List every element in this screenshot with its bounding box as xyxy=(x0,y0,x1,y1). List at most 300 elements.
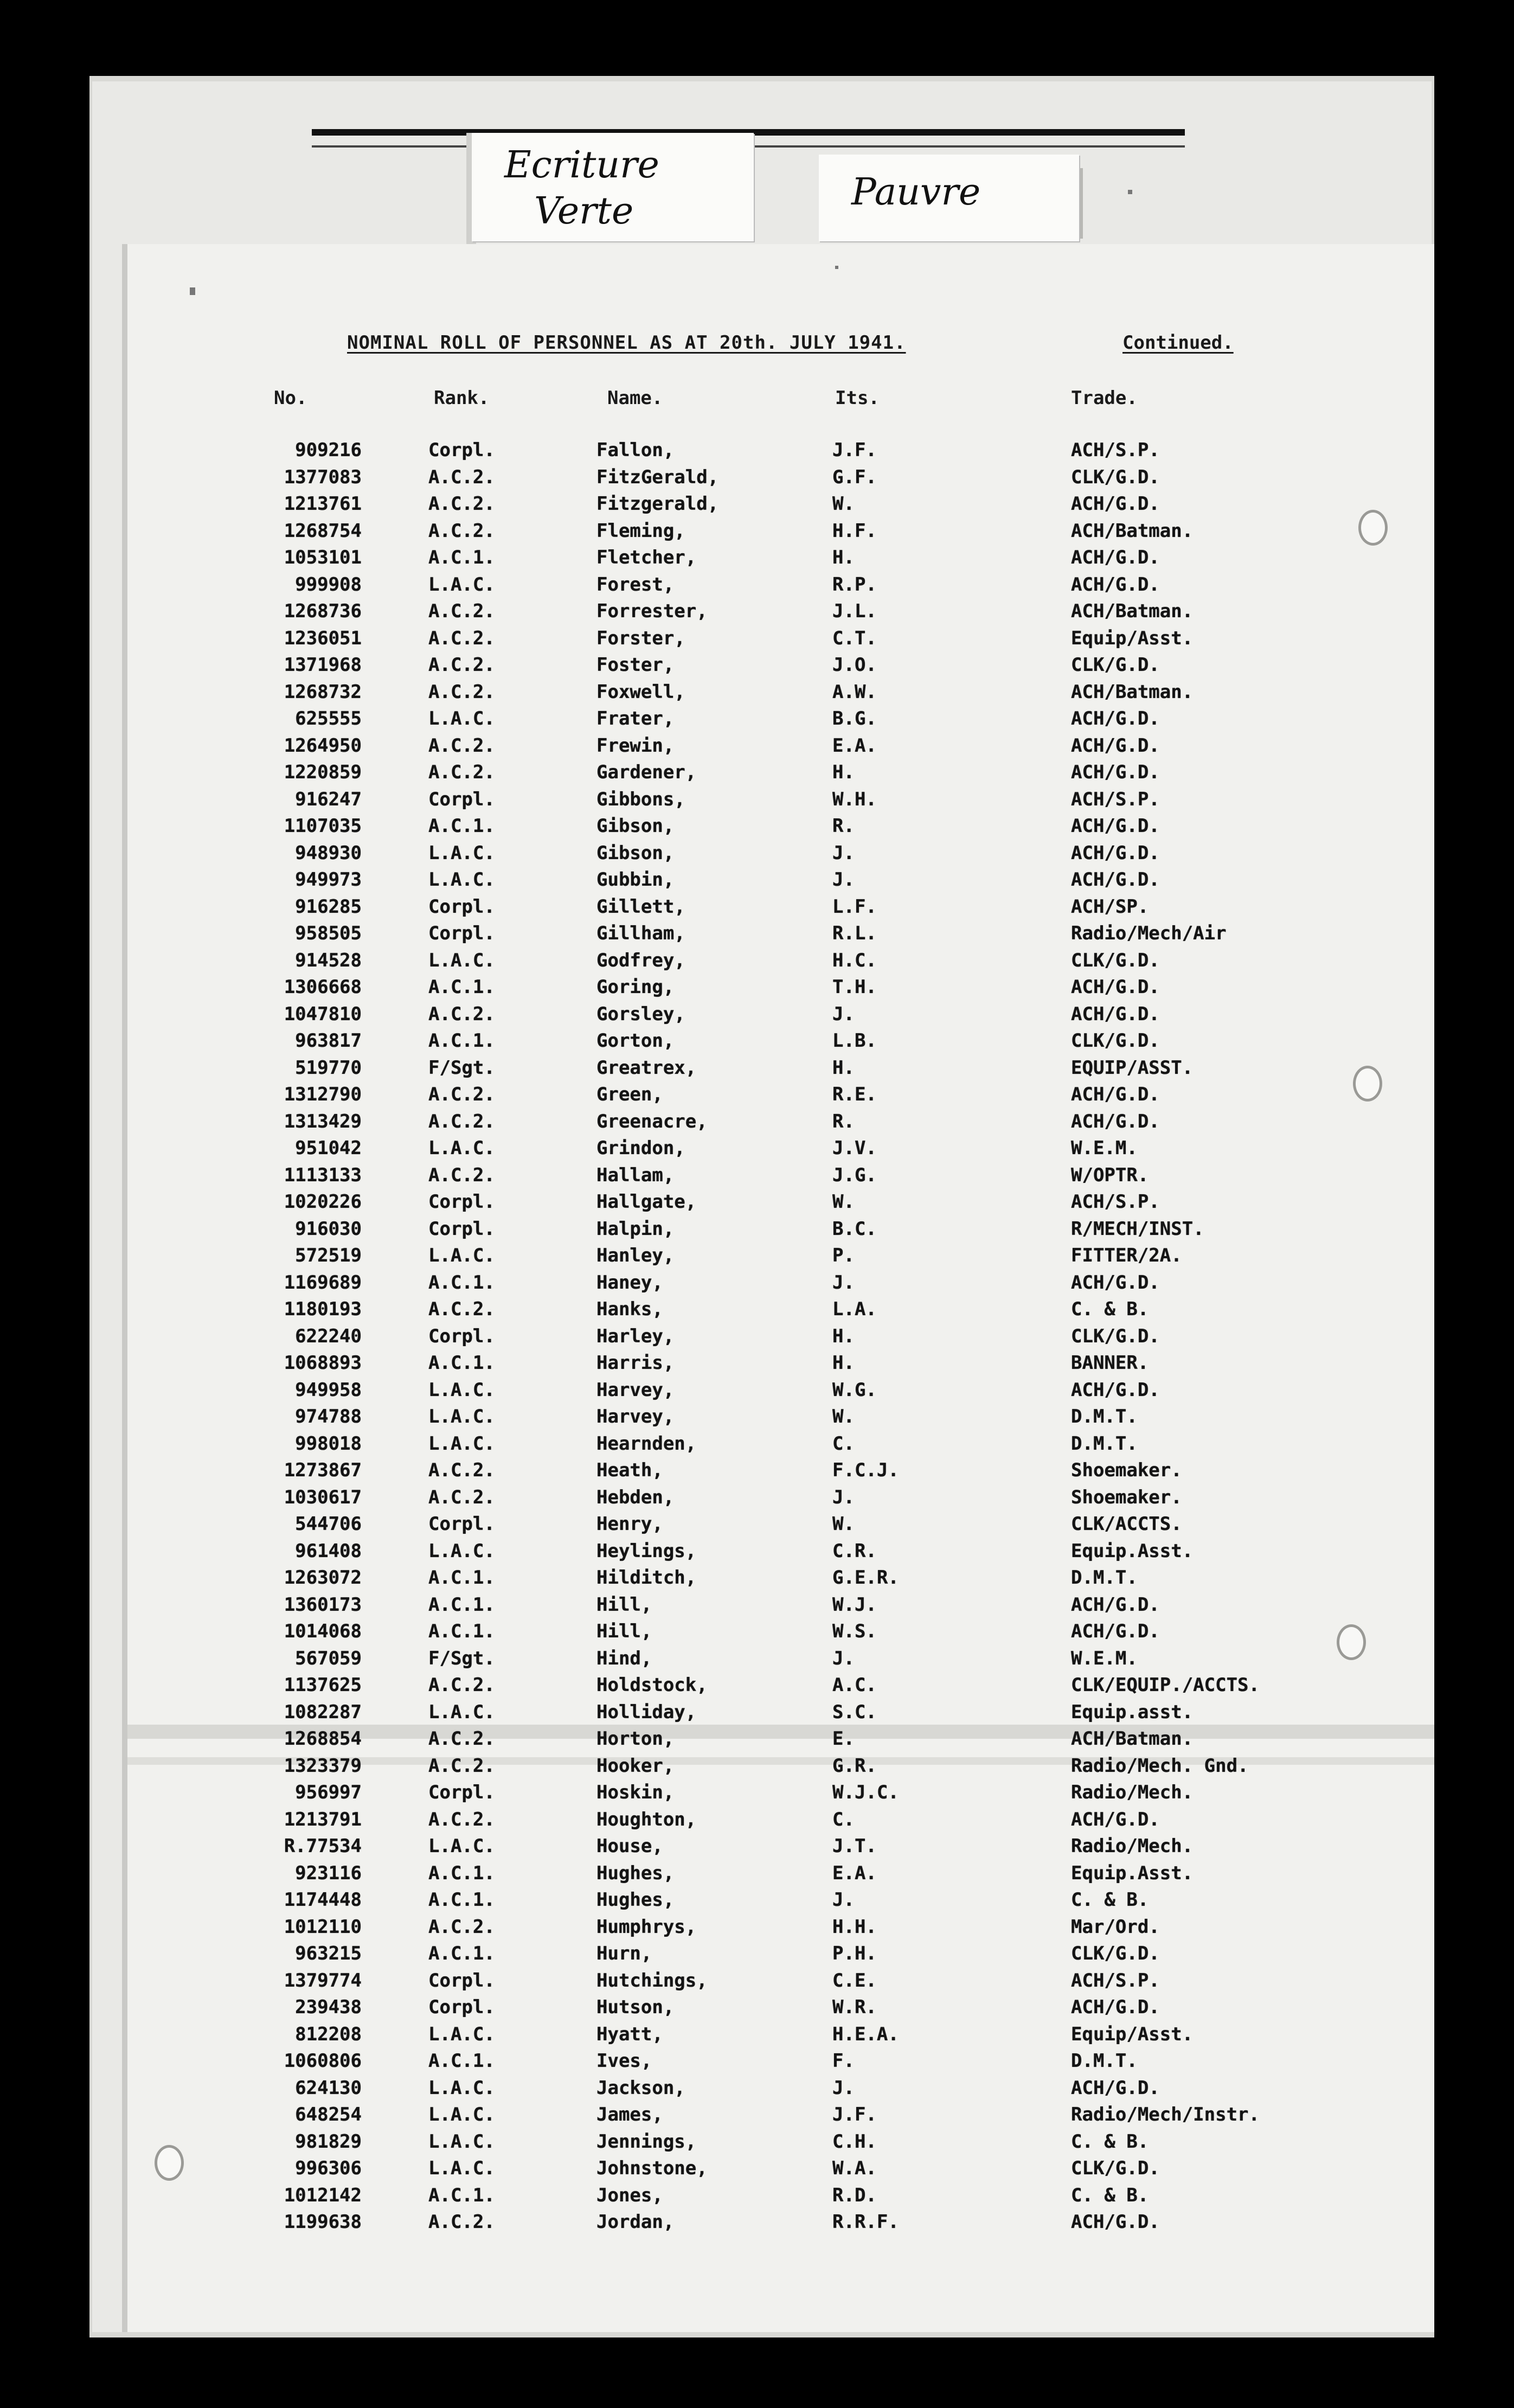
row-trade: ACH/G.D. xyxy=(1071,976,1160,998)
row-rank: Corpl. xyxy=(428,439,495,461)
row-trade: CLK/G.D. xyxy=(1071,1325,1160,1347)
row-initials: H.C. xyxy=(832,949,877,971)
row-rank: L.A.C. xyxy=(428,1540,495,1562)
table-row xyxy=(0,546,1514,569)
row-rank: A.C.2. xyxy=(428,2211,495,2233)
row-number: 1379774 xyxy=(284,1969,362,1991)
row-trade: ACH/G.D. xyxy=(1071,1084,1160,1105)
row-trade: ACH/G.D. xyxy=(1071,547,1160,568)
row-number: 949958 xyxy=(295,1379,362,1401)
table-row xyxy=(0,1808,1514,1831)
row-name: Hilditch, xyxy=(596,1567,697,1589)
row-number: 1313429 xyxy=(284,1110,362,1132)
row-rank: A.C.1. xyxy=(428,1862,495,1884)
table-row xyxy=(0,1754,1514,1778)
row-initials: R. xyxy=(832,815,855,837)
row-initials: H. xyxy=(832,761,855,783)
row-number: 1268732 xyxy=(284,681,362,703)
row-name: Harris, xyxy=(596,1352,675,1374)
row-trade: D.M.T. xyxy=(1071,1406,1138,1427)
row-trade: Shoemaker. xyxy=(1071,1459,1182,1481)
row-trade: C. & B. xyxy=(1071,1889,1149,1911)
row-number: 961408 xyxy=(295,1540,362,1562)
table-row xyxy=(0,438,1514,462)
row-number: 956997 xyxy=(295,1782,362,1803)
row-name: Forrester, xyxy=(596,600,708,622)
row-number: 1264950 xyxy=(284,734,362,757)
row-name: Heath, xyxy=(596,1459,663,1481)
table-row xyxy=(0,1539,1514,1563)
row-number: 1273867 xyxy=(284,1459,362,1481)
row-trade: ACH/S.P. xyxy=(1071,1969,1160,1991)
row-number: 1174448 xyxy=(284,1889,362,1911)
row-trade: Equip.asst. xyxy=(1071,1701,1194,1723)
row-name: Gibson, xyxy=(596,815,675,837)
row-rank: A.C.1. xyxy=(428,815,495,837)
row-rank: A.C.1. xyxy=(428,2050,495,2072)
row-rank: A.C.1. xyxy=(428,976,495,998)
punch-hole-icon xyxy=(1337,1624,1366,1660)
row-initials: G.R. xyxy=(832,1754,877,1777)
table-row xyxy=(0,1083,1514,1106)
row-trade: CLK/G.D. xyxy=(1071,1030,1160,1052)
row-rank: L.A.C. xyxy=(428,869,495,891)
row-trade: ACH/Batman. xyxy=(1071,600,1194,622)
row-rank: A.C.2. xyxy=(428,1674,495,1696)
row-initials: H.H. xyxy=(832,1916,877,1938)
scan-speck xyxy=(1128,190,1132,194)
row-rank: A.C.1. xyxy=(428,1030,495,1052)
row-trade: ACH/S.P. xyxy=(1071,439,1160,461)
row-rank: F/Sgt. xyxy=(428,1056,495,1079)
row-rank: A.C.1. xyxy=(428,1943,495,1964)
row-rank: L.A.C. xyxy=(428,1432,495,1455)
row-number: 1047810 xyxy=(284,1003,362,1025)
row-trade: EQUIP/ASST. xyxy=(1071,1056,1194,1079)
row-number: 909216 xyxy=(295,439,362,461)
punch-hole-icon xyxy=(1358,510,1388,546)
row-rank: L.A.C. xyxy=(428,1701,495,1723)
table-row xyxy=(0,573,1514,597)
row-trade: ACH/G.D. xyxy=(1071,1593,1160,1616)
row-initials: P.H. xyxy=(832,1943,877,1964)
table-row xyxy=(0,2156,1514,2180)
table-row xyxy=(0,1136,1514,1160)
row-initials: H. xyxy=(832,547,855,568)
row-rank: A.C.2. xyxy=(428,761,495,783)
row-trade: Radio/Mech. Gnd. xyxy=(1071,1754,1249,1777)
table-row xyxy=(0,787,1514,811)
row-name: Hearnden, xyxy=(596,1432,697,1455)
table-row xyxy=(0,1056,1514,1080)
handwritten-label: Pauvre xyxy=(851,171,981,214)
row-rank: L.A.C. xyxy=(428,1406,495,1427)
row-name: Hughes, xyxy=(596,1889,675,1911)
row-initials: F.C.J. xyxy=(832,1459,899,1481)
row-rank: L.A.C. xyxy=(428,1835,495,1857)
table-row xyxy=(0,1190,1514,1214)
row-number: 1053101 xyxy=(284,547,362,568)
row-name: Jennings, xyxy=(596,2130,697,2153)
row-initials: E. xyxy=(832,1728,855,1750)
row-initials: C.R. xyxy=(832,1540,877,1562)
row-rank: A.C.2. xyxy=(428,1916,495,1938)
table-row xyxy=(0,680,1514,704)
scan-speck xyxy=(190,287,195,295)
table-row xyxy=(0,1271,1514,1295)
row-name: FitzGerald, xyxy=(596,466,719,488)
row-initials: J.F. xyxy=(832,2104,877,2125)
row-initials: J. xyxy=(832,1889,855,1911)
table-row xyxy=(0,1834,1514,1858)
row-initials: J. xyxy=(832,1271,855,1293)
column-header-trade: Trade. xyxy=(1071,387,1138,409)
row-number: 239438 xyxy=(295,1996,362,2018)
row-trade: ACH/G.D. xyxy=(1071,2077,1160,2099)
row-trade: Equip/Asst. xyxy=(1071,2023,1194,2045)
row-name: Halpin, xyxy=(596,1218,675,1240)
row-rank: A.C.2. xyxy=(428,520,495,542)
row-trade: ACH/G.D. xyxy=(1071,1621,1160,1642)
row-rank: A.C.2. xyxy=(428,681,495,703)
row-rank: A.C.2. xyxy=(428,1003,495,1025)
row-name: Heylings, xyxy=(596,1540,697,1562)
row-initials: L.F. xyxy=(832,895,877,918)
row-number: 951042 xyxy=(295,1137,362,1159)
row-number: 1263072 xyxy=(284,1567,362,1589)
row-trade: ACH/G.D. xyxy=(1071,815,1160,837)
row-rank: Corpl. xyxy=(428,788,495,810)
row-number: 963215 xyxy=(295,1943,362,1964)
row-number: 1213761 xyxy=(284,493,362,515)
row-number: 1377083 xyxy=(284,466,362,488)
row-rank: A.C.1. xyxy=(428,1352,495,1374)
row-initials: H. xyxy=(832,1325,855,1347)
table-row xyxy=(0,760,1514,784)
row-initials: C.H. xyxy=(832,2130,877,2153)
row-rank: A.C.1. xyxy=(428,1593,495,1616)
row-rank: L.A.C. xyxy=(428,708,495,729)
table-row xyxy=(0,1969,1514,1993)
row-trade: Shoemaker. xyxy=(1071,1486,1182,1508)
row-trade: Equip/Asst. xyxy=(1071,627,1194,649)
row-trade: Radio/Mech. xyxy=(1071,1835,1194,1857)
row-name: Godfrey, xyxy=(596,949,685,971)
row-number: 567059 xyxy=(295,1647,362,1669)
row-initials: C.E. xyxy=(832,1969,877,1991)
row-rank: A.C.2. xyxy=(428,600,495,622)
table-row xyxy=(0,1593,1514,1617)
row-rank: A.C.1. xyxy=(428,1621,495,1642)
row-rank: A.C.2. xyxy=(428,1110,495,1132)
row-name: Hill, xyxy=(596,1593,652,1616)
handwritten-label: Verte xyxy=(534,190,634,233)
row-number: 1323379 xyxy=(284,1754,362,1777)
row-name: Hind, xyxy=(596,1647,652,1669)
row-trade: Equip.Asst. xyxy=(1071,1540,1194,1562)
row-trade: D.M.T. xyxy=(1071,1432,1138,1455)
table-row xyxy=(0,1915,1514,1939)
row-name: Hallgate, xyxy=(596,1191,697,1213)
row-rank: L.A.C. xyxy=(428,2023,495,2045)
row-trade: ACH/G.D. xyxy=(1071,869,1160,891)
row-initials: H. xyxy=(832,1056,855,1079)
handwritten-label: Ecriture xyxy=(504,144,659,187)
table-row xyxy=(0,1995,1514,2019)
row-trade: W/OPTR. xyxy=(1071,1164,1149,1186)
row-trade: ACH/G.D. xyxy=(1071,1271,1160,1293)
punch-hole-icon xyxy=(1353,1066,1382,1101)
row-number: R.77534 xyxy=(284,1835,362,1857)
row-name: House, xyxy=(596,1835,663,1857)
row-trade: CLK/G.D. xyxy=(1071,949,1160,971)
row-name: Hutchings, xyxy=(596,1969,708,1991)
row-initials: J.V. xyxy=(832,1137,877,1159)
row-trade: Radio/Mech/Air xyxy=(1071,923,1227,944)
row-number: 1236051 xyxy=(284,627,362,649)
row-initials: W.J.C. xyxy=(832,1782,899,1803)
row-rank: A.C.1. xyxy=(428,2184,495,2206)
row-initials: G.F. xyxy=(832,466,877,488)
row-number: 624130 xyxy=(295,2077,362,2099)
row-trade: Radio/Mech/Instr. xyxy=(1071,2104,1260,2125)
table-row xyxy=(0,921,1514,945)
row-name: Fletcher, xyxy=(596,547,697,568)
row-number: 916247 xyxy=(295,788,362,810)
table-row xyxy=(0,1673,1514,1697)
row-rank: L.A.C. xyxy=(428,2104,495,2125)
row-initials: R. xyxy=(832,1110,855,1132)
row-name: Hanley, xyxy=(596,1245,675,1266)
row-number: 948930 xyxy=(295,842,362,864)
row-trade: ACH/S.P. xyxy=(1071,788,1160,810)
table-row xyxy=(0,1002,1514,1026)
row-rank: F/Sgt. xyxy=(428,1647,495,1669)
row-name: Jordan, xyxy=(596,2211,675,2233)
row-number: 1137625 xyxy=(284,1674,362,1696)
row-trade: Radio/Mech. xyxy=(1071,1782,1194,1803)
row-number: 1213791 xyxy=(284,1808,362,1830)
row-initials: C.T. xyxy=(832,627,877,649)
row-name: Holdstock, xyxy=(596,1674,708,1696)
row-number: 1082287 xyxy=(284,1701,362,1723)
table-row xyxy=(0,1458,1514,1482)
row-initials: R.E. xyxy=(832,1084,877,1105)
column-header-rank: Rank. xyxy=(434,387,490,409)
row-rank: A.C.1. xyxy=(428,1271,495,1293)
row-name: Harvey, xyxy=(596,1406,675,1427)
row-trade: W.E.M. xyxy=(1071,1137,1138,1159)
row-name: Hill, xyxy=(596,1621,652,1642)
row-name: Johnstone, xyxy=(596,2157,708,2179)
row-number: 923116 xyxy=(295,1862,362,1884)
row-trade: ACH/G.D. xyxy=(1071,708,1160,729)
row-initials: C. xyxy=(832,1432,855,1455)
row-name: Harvey, xyxy=(596,1379,675,1401)
table-row xyxy=(0,1647,1514,1670)
row-trade: D.M.T. xyxy=(1071,1567,1138,1589)
row-initials: J.L. xyxy=(832,600,877,622)
table-row xyxy=(0,949,1514,972)
row-initials: L.B. xyxy=(832,1030,877,1052)
row-number: 949973 xyxy=(295,869,362,891)
table-row xyxy=(0,653,1514,677)
row-name: Henry, xyxy=(596,1513,663,1535)
row-initials: E.A. xyxy=(832,1862,877,1884)
row-number: 1268854 xyxy=(284,1728,362,1750)
table-row xyxy=(0,2076,1514,2100)
row-number: 572519 xyxy=(295,1245,362,1266)
row-trade: ACH/G.D. xyxy=(1071,761,1160,783)
row-trade: ACH/G.D. xyxy=(1071,2211,1160,2233)
row-name: Jones, xyxy=(596,2184,663,2206)
table-row xyxy=(0,2210,1514,2234)
row-name: Houghton, xyxy=(596,1808,697,1830)
row-initials: W. xyxy=(832,1191,855,1213)
row-initials: P. xyxy=(832,1245,855,1266)
row-name: Greatrex, xyxy=(596,1056,697,1079)
row-initials: J.G. xyxy=(832,1164,877,1186)
punch-hole-icon xyxy=(155,2145,184,2181)
table-row xyxy=(0,599,1514,623)
table-row xyxy=(0,2103,1514,2127)
table-row xyxy=(0,975,1514,999)
row-trade: R/MECH/INST. xyxy=(1071,1218,1204,1240)
table-row xyxy=(0,1378,1514,1402)
row-initials: J. xyxy=(832,869,855,891)
row-rank: L.A.C. xyxy=(428,2077,495,2099)
row-name: Gillett, xyxy=(596,895,685,918)
row-initials: C. xyxy=(832,1808,855,1830)
row-rank: L.A.C. xyxy=(428,1245,495,1266)
row-number: 1012110 xyxy=(284,1916,362,1938)
row-rank: Corpl. xyxy=(428,1218,495,1240)
row-trade: ACH/Batman. xyxy=(1071,520,1194,542)
row-trade: ACH/G.D. xyxy=(1071,842,1160,864)
table-row xyxy=(0,1512,1514,1536)
row-trade: ACH/G.D. xyxy=(1071,1110,1160,1132)
row-initials: L.A. xyxy=(832,1298,877,1320)
table-row xyxy=(0,519,1514,543)
row-rank: L.A.C. xyxy=(428,573,495,595)
row-rank: A.C.1. xyxy=(428,547,495,568)
row-name: Frewin, xyxy=(596,734,675,757)
row-initials: H.E.A. xyxy=(832,2023,899,2045)
row-name: James, xyxy=(596,2104,663,2125)
row-initials: J.F. xyxy=(832,439,877,461)
row-initials: J.T. xyxy=(832,1835,877,1857)
row-rank: A.C.2. xyxy=(428,493,495,515)
row-rank: Corpl. xyxy=(428,1782,495,1803)
row-initials: T.H. xyxy=(832,976,877,998)
row-name: Gorton, xyxy=(596,1030,675,1052)
row-trade: CLK/EQUIP./ACCTS. xyxy=(1071,1674,1260,1696)
row-trade: CLK/G.D. xyxy=(1071,2157,1160,2179)
row-number: 963817 xyxy=(295,1030,362,1052)
row-rank: Corpl. xyxy=(428,923,495,944)
row-number: 1199638 xyxy=(284,2211,362,2233)
row-name: Gillham, xyxy=(596,923,685,944)
row-number: 622240 xyxy=(295,1325,362,1347)
row-name: Ives, xyxy=(596,2050,652,2072)
row-initials: A.C. xyxy=(832,1674,877,1696)
row-rank: A.C.2. xyxy=(428,466,495,488)
label-card-right xyxy=(819,155,1079,241)
table-row xyxy=(0,1727,1514,1751)
column-header-no: No. xyxy=(274,387,307,409)
row-rank: A.C.2. xyxy=(428,1459,495,1481)
row-name: Hebden, xyxy=(596,1486,675,1508)
table-row xyxy=(0,1324,1514,1348)
row-name: Fleming, xyxy=(596,520,685,542)
table-row xyxy=(0,1781,1514,1804)
row-initials: S.C. xyxy=(832,1701,877,1723)
table-row xyxy=(0,868,1514,892)
row-name: Frater, xyxy=(596,708,675,729)
row-name: Goring, xyxy=(596,976,675,998)
document-title: NOMINAL ROLL OF PERSONNEL AS AT 20th. JULY 1941. xyxy=(347,332,906,354)
row-initials: W. xyxy=(832,493,855,515)
row-number: 996306 xyxy=(295,2157,362,2179)
row-rank: Corpl. xyxy=(428,895,495,918)
row-number: 625555 xyxy=(295,708,362,729)
row-name: Foster, xyxy=(596,654,675,676)
row-name: Haney, xyxy=(596,1271,663,1293)
row-rank: L.A.C. xyxy=(428,2157,495,2179)
row-trade: FITTER/2A. xyxy=(1071,1245,1182,1266)
row-number: 1220859 xyxy=(284,761,362,783)
row-number: 974788 xyxy=(295,1406,362,1427)
row-name: Green, xyxy=(596,1084,663,1105)
scan-speck xyxy=(835,266,838,269)
row-rank: A.C.2. xyxy=(428,1728,495,1750)
table-row xyxy=(0,1029,1514,1053)
row-trade: C. & B. xyxy=(1071,2130,1149,2153)
column-header-initials: Its. xyxy=(835,387,880,409)
row-trade: CLK/G.D. xyxy=(1071,466,1160,488)
row-number: 1371968 xyxy=(284,654,362,676)
row-trade: ACH/G.D. xyxy=(1071,1003,1160,1025)
row-name: Horton, xyxy=(596,1728,675,1750)
row-initials: W. xyxy=(832,1406,855,1427)
row-rank: L.A.C. xyxy=(428,2130,495,2153)
table-row xyxy=(0,2183,1514,2207)
table-row xyxy=(0,1619,1514,1643)
row-number: 1012142 xyxy=(284,2184,362,2206)
row-initials: J.O. xyxy=(832,654,877,676)
row-number: 648254 xyxy=(295,2104,362,2125)
row-name: Grindon, xyxy=(596,1137,685,1159)
table-row xyxy=(0,841,1514,865)
row-initials: W.H. xyxy=(832,788,877,810)
table-row xyxy=(0,1485,1514,1509)
row-initials: J. xyxy=(832,1647,855,1669)
row-name: Hutson, xyxy=(596,1996,675,2018)
table-row xyxy=(0,1297,1514,1321)
row-number: 1312790 xyxy=(284,1084,362,1105)
row-initials: J. xyxy=(832,1003,855,1025)
row-trade: CLK/ACCTS. xyxy=(1071,1513,1182,1535)
row-trade: ACH/SP. xyxy=(1071,895,1149,918)
row-number: 981829 xyxy=(295,2130,362,2153)
row-name: Fitzgerald, xyxy=(596,493,719,515)
row-number: 1180193 xyxy=(284,1298,362,1320)
row-initials: B.C. xyxy=(832,1218,877,1240)
row-trade: ACH/G.D. xyxy=(1071,1379,1160,1401)
row-trade: D.M.T. xyxy=(1071,2050,1138,2072)
row-number: 914528 xyxy=(295,949,362,971)
row-number: 1360173 xyxy=(284,1593,362,1616)
